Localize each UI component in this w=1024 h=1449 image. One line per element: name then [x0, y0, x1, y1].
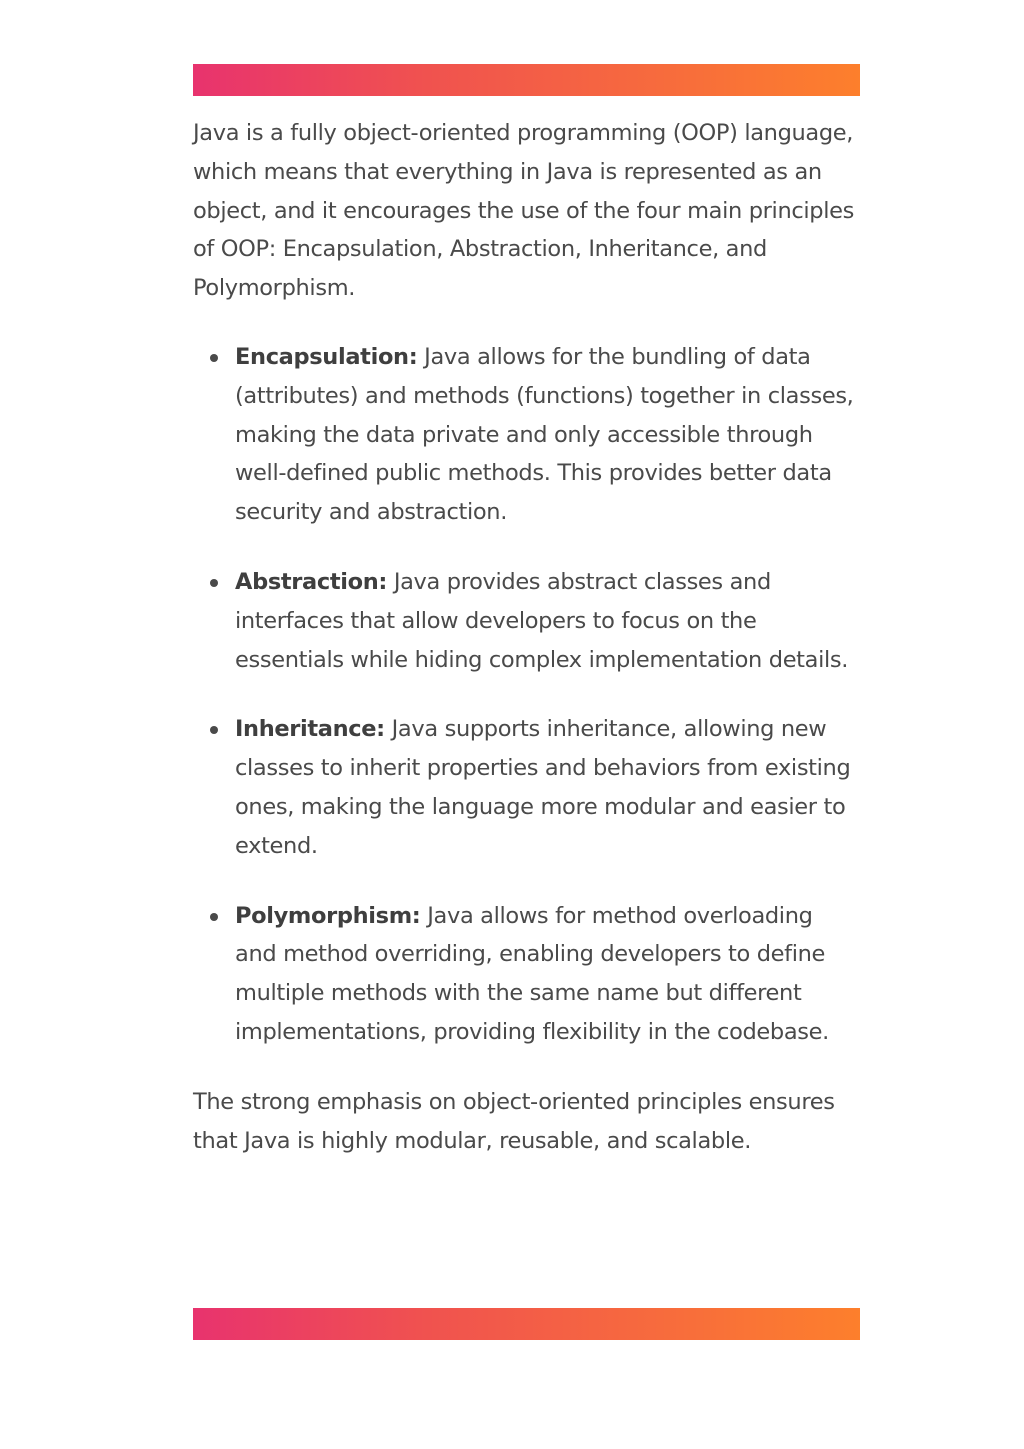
bullet-icon [210, 354, 218, 362]
bullet-icon [210, 913, 218, 921]
term-label: Inheritance: [235, 716, 385, 743]
bottom-gradient-bar [193, 1308, 860, 1340]
conclusion-paragraph: The strong emphasis on object-oriented principles ensures that Java is highly modular, reusable, and scalable. [193, 1088, 835, 1154]
list-item-encapsulation [193, 338, 860, 532]
list-item-inheritance [193, 710, 860, 865]
oop-principles-list [193, 338, 860, 1052]
list-item-abstraction [193, 563, 860, 679]
term-label: Polymorphism: [235, 902, 421, 929]
term-label: Abstraction: [235, 568, 388, 595]
term-description: Java supports inheritance, allowing new classes to inherit properties and behaviors from existing ones, making the language more modular and easier to extend. [235, 716, 851, 859]
term-description: Java allows for the bundling of data (attributes) and methods (functions) together in classes, making the data private and only accessible through well-defined public methods. This provides better data security and abstraction. [235, 343, 854, 526]
term-description: Java provides abstract classes and interfaces that allow developers to focus on the essentials while hiding complex implementation details. [235, 568, 849, 673]
term-label: Encapsulation: [235, 343, 418, 370]
top-gradient-bar [193, 64, 860, 96]
bullet-icon [210, 579, 218, 587]
intro-paragraph: Java is a fully object-oriented programming (OOP) language, which means that everything in Java is represented as an object, and it encourages the use of the four main principles of OOP: Encapsulation, Abstraction, Inheritance, and Polymorphism. [193, 120, 854, 302]
list-item-polymorphism [193, 897, 860, 1052]
article-content [193, 114, 860, 1160]
term-description: Java allows for method overloading and method overriding, enabling developers to define multiple methods with the same name but different implementations, providing flexibility in the codebase. [235, 902, 829, 1045]
bullet-icon [210, 726, 218, 734]
